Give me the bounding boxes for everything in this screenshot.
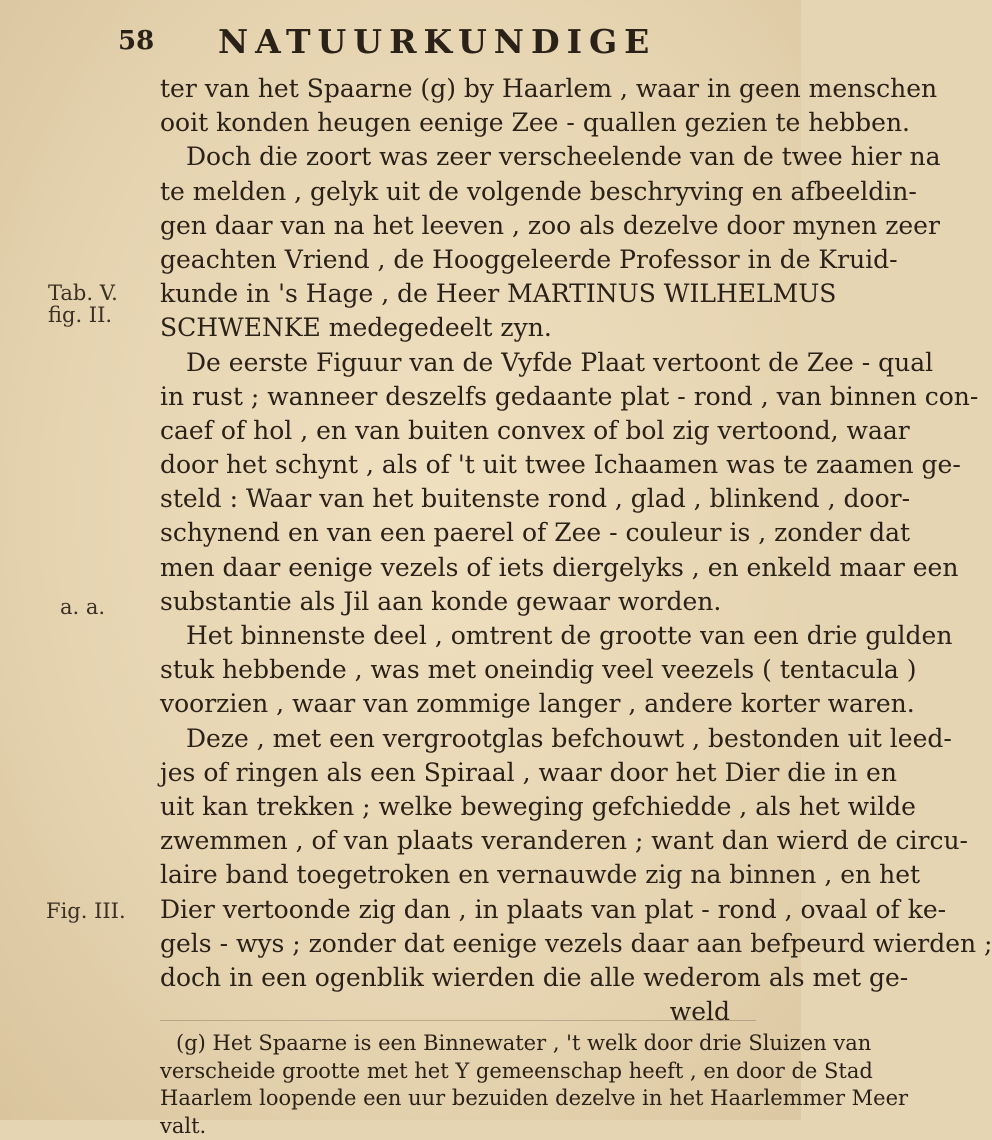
text-line: men daar eenige vezels of iets diergelyks , en enkeld maar een	[160, 551, 760, 585]
margin-note-aa: a. a.	[60, 596, 105, 618]
running-head: NATUURKUNDIGE	[218, 22, 656, 61]
text-line: Deze , met een vergrootglas befchouwt , bestonden uit leed-	[160, 722, 760, 756]
text-line: substantie als Jil aan konde gewaar worden.	[160, 585, 760, 619]
footnote-line: Haarlem loopende een uur bezuiden dezelve in het Haarlemmer Meer	[160, 1085, 760, 1113]
footnote-line: verscheide grootte met het Y gemeenschap heeft , en door de Stad	[160, 1058, 760, 1086]
footnote-divider	[160, 1020, 756, 1021]
page-number: 58	[118, 26, 154, 56]
page-header	[0, 22, 801, 62]
catchword: weld	[160, 995, 760, 1029]
text-line: in rust ; wanneer deszelfs gedaante plat - rond , van binnen con-	[160, 380, 760, 414]
text-line: uit kan trekken ; welke beweging gefchiedde , als het wilde	[160, 790, 760, 824]
footnote-line: valt.	[160, 1113, 760, 1140]
text-line: SCHWENKE medegedeelt zyn.	[160, 311, 760, 345]
text-line: De eerste Figuur van de Vyfde Plaat vertoont de Zee - qual	[160, 346, 760, 380]
text-line: Het binnenste deel , omtrent de grootte van een drie gulden	[160, 619, 760, 653]
footnote	[160, 1030, 760, 1140]
text-line: stuk hebbende , was met oneindig veel veezels ( tentacula )	[160, 653, 760, 687]
text-line: te melden , gelyk uit de volgende beschryving en afbeeldin-	[160, 175, 760, 209]
text-line: zwemmen , of van plaats veranderen ; want dan wierd de circu-	[160, 824, 760, 858]
text-line: voorzien , waar van zommige langer , andere korter waren.	[160, 687, 760, 721]
text-line: ter van het Spaarne (g) by Haarlem , waar in geen menschen	[160, 72, 760, 106]
text-line: kunde in 's Hage , de Heer MARTINUS WILHELMUS	[160, 277, 760, 311]
text-line: door het schynt , als of 't uit twee Ichaamen was te zaamen ge-	[160, 448, 760, 482]
text-line: Dier vertoonde zig dan , in plaats van plat - rond , ovaal of ke-	[160, 893, 760, 927]
text-line: geachten Vriend , de Hooggeleerde Professor in de Kruid-	[160, 243, 760, 277]
margin-note-fig-iii: Fig. III.	[46, 900, 126, 922]
text-line: schynend en van een paerel of Zee - couleur is , zonder dat	[160, 516, 760, 550]
body-text	[160, 72, 760, 1029]
text-line: caef of hol , en van buiten convex of bol zig vertoond, waar	[160, 414, 760, 448]
text-line: jes of ringen als een Spiraal , waar door het Dier die in en	[160, 756, 760, 790]
footnote-line: (g) Het Spaarne is een Binnewater , 't welk door drie Sluizen van	[160, 1030, 760, 1058]
margin-note-tab-v: Tab. V. fig. II.	[48, 282, 118, 326]
text-line: gen daar van na het leeven , zoo als dezelve door mynen zeer	[160, 209, 760, 243]
text-line: Doch die zoort was zeer verscheelende van de twee hier na	[160, 140, 760, 174]
text-line: laire band toegetroken en vernauwde zig na binnen , en het	[160, 858, 760, 892]
text-line: steld : Waar van het buitenste rond , glad , blinkend , door-	[160, 482, 760, 516]
text-line: gels - wys ; zonder dat eenige vezels daar aan befpeurd wierden ;	[160, 927, 760, 961]
text-line: ooit konden heugen eenige Zee - quallen gezien te hebben.	[160, 106, 760, 140]
text-line: doch in een ogenblik wierden die alle wederom als met ge-	[160, 961, 760, 995]
